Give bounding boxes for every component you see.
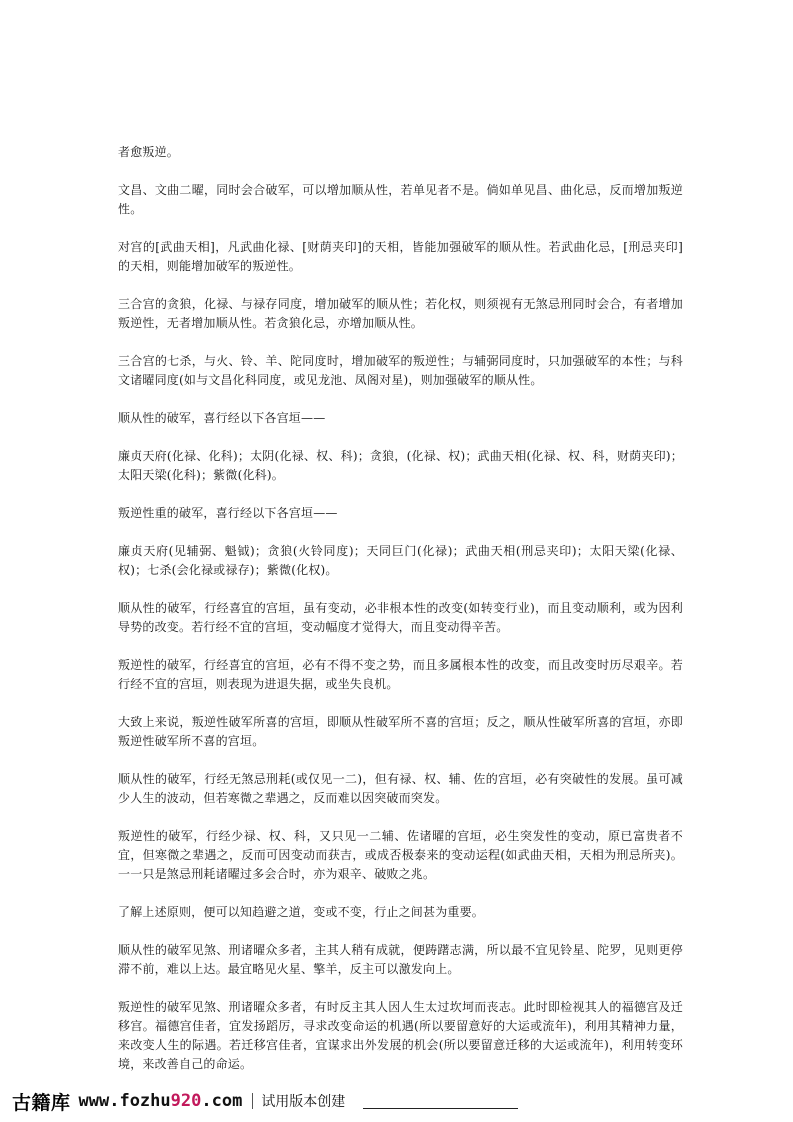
paragraph: 叛逆性重的破军，喜行经以下各宫垣—— bbox=[118, 506, 338, 520]
paragraph: 廉贞天府(化禄、化科)；太阴(化禄、权、科)；贪狼，(化禄、权)；武曲天相(化禄、权、科，财荫夹印)；太阳天梁(化科)；紫微(化科)。 bbox=[118, 449, 683, 482]
site-url-prefix: www.fozhu bbox=[78, 1091, 171, 1111]
paragraph: 顺从性的破军见煞、刑诸曜众多者，主其人稍有成就，便踌躇志满，所以最不宜见铃星、陀罗，见则更停滞不前，难以上达。最宜略见火星、擎羊，反主可以激发向上。 bbox=[118, 943, 683, 976]
footer-divider bbox=[252, 1093, 253, 1109]
paragraph: 三合宫的七杀，与火、铃、羊、陀同度时，增加破军的叛逆性；与辅弼同度时，只加强破军的本性；与科文诸曜同度(如与文昌化科同度，或见龙池、凤阁对星)，则加强破军的顺从性。 bbox=[118, 354, 683, 387]
paragraph: 者愈叛逆。 bbox=[118, 145, 180, 159]
site-url[interactable] bbox=[79, 1091, 243, 1111]
trial-version-label: 试用版本创建 bbox=[261, 1094, 346, 1110]
site-url-number: 920 bbox=[170, 1091, 202, 1111]
paragraph: 顺从性的破军，喜行经以下各宫垣—— bbox=[118, 411, 326, 425]
document-body bbox=[118, 143, 683, 1093]
paragraph: 三合宫的贪狼，化禄、与禄存同度，增加破军的顺从性；若化权，则须视有无煞忌刑同时会合，有者增加叛逆性，无者增加顺从性。若贪狼化忌，亦增加顺从性。 bbox=[118, 297, 683, 330]
paragraph: 对宫的[武曲天相]，凡武曲化禄、[财荫夹印]的天相，皆能加强破军的顺从性。若武曲化忌，[刑忌夹印]的天相，则能增加破军的叛逆性。 bbox=[118, 240, 683, 273]
paragraph: 大致上来说，叛逆性破军所喜的宫垣，即顺从性破军所不喜的宫垣；反之，顺从性破军所喜的宫垣，亦即叛逆性破军所不喜的宫垣。 bbox=[118, 715, 683, 748]
paragraph: 叛逆性的破军，行经喜宜的宫垣，必有不得不变之势，而且多属根本性的改变，而且改变时历尽艰辛。若行经不宜的宫垣，则表现为进退失据，或坐失良机。 bbox=[118, 658, 683, 691]
footer-underline bbox=[363, 1108, 518, 1109]
paragraph: 顺从性的破军，行经喜宜的宫垣，虽有变动，必非根本性的改变(如转变行业)，而且变动顺利，或为因利导势的改变。若行经不宜的宫垣，变动幅度才觉得大，而且变动得辛苦。 bbox=[118, 601, 683, 634]
paragraph: 文昌、文曲二曜，同时会合破军，可以增加顺从性，若单见者不是。倘如单见昌、曲化忌，反而增加叛逆性。 bbox=[118, 183, 683, 216]
site-url-suffix: .com bbox=[201, 1091, 243, 1111]
paragraph: 了解上述原则，便可以知趋避之道，变或不变，行止之间甚为重要。 bbox=[118, 905, 485, 919]
site-logo: 古籍库 bbox=[12, 1091, 71, 1114]
paragraph: 顺从性的破军，行经无煞忌刑耗(或仅见一二)，但有禄、权、辅、佐的宫垣，必有突破性的发展。虽可减少人生的波动，但若寒微之辈遇之，反而难以因突破而突发。 bbox=[118, 772, 683, 805]
paragraph: 叛逆性的破军见煞、刑诸曜众多者，有时反主其人因人生太过坎坷而丧志。此时即检视其人的福德宫及迁移宫。福德宫佳者，宜发扬蹈厉，寻求改变命运的机遇(所以要留意好的大运或流年)，利用其精神力量，来改变人生的际遇。若迁移宫佳者，宜谋求出外发展的机会(所以要留意迁移的大运或流年)，利用转变环境，来改善自己的命运。 bbox=[118, 1000, 683, 1071]
paragraph: 廉贞天府(见辅弼、魁钺)；贪狼(火铃同度)；天同巨门(化禄)；武曲天相(刑忌夹印)；太阳天梁(化禄、权)；七杀(会化禄或禄存)；紫微(化权)。 bbox=[118, 544, 683, 577]
footer-watermark bbox=[12, 1086, 782, 1116]
paragraph: 叛逆性的破军，行经少禄、权、科，又只见一二辅、佐诸曜的宫垣，必生突发性的变动，原已富贵者不宜，但寒微之辈遇之，反而可因变动而获吉，或成否极泰来的变动运程(如武曲天相，天相为刑忌所夹)。一一只是煞忌刑耗诸曜过多会合时，亦为艰辛、破败之兆。 bbox=[118, 829, 683, 881]
